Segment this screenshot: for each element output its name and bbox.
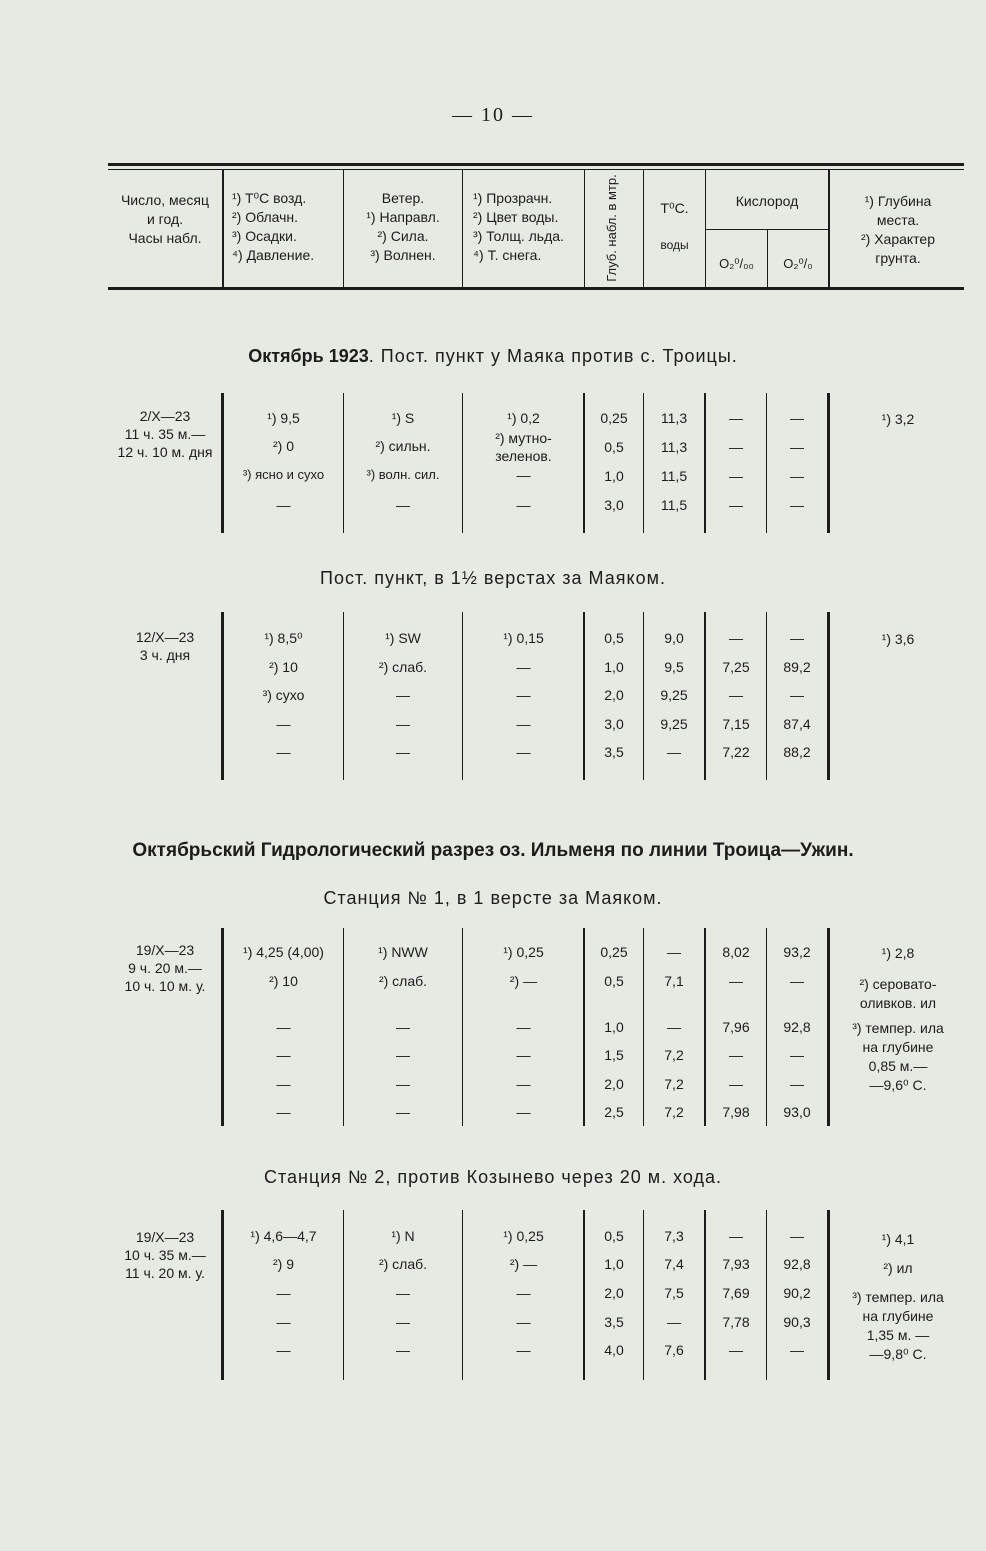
header-wind: Ветер. ¹) Направл. ²) Сила. ³) Волнен. bbox=[366, 190, 440, 263]
wind-value: — bbox=[396, 1314, 410, 1330]
water-temp-value: 11,3 bbox=[660, 410, 688, 426]
oxygen-permille-value: 8,02 bbox=[722, 944, 750, 960]
water-value: ²) мутно- bbox=[495, 430, 552, 446]
water-temp-value: 7,6 bbox=[664, 1342, 684, 1358]
oxygen-permille-value: 7,22 bbox=[722, 744, 750, 760]
observation-date: 19/X—23 9 ч. 20 м.— 10 ч. 10 м. у. bbox=[124, 942, 206, 994]
water-temp-value: 7,4 bbox=[664, 1256, 684, 1272]
depth-value: 1,0 bbox=[604, 659, 624, 675]
oxygen-percent-value: — bbox=[790, 468, 804, 484]
water-temp-value: 11,5 bbox=[660, 497, 688, 513]
oxygen-percent-value: — bbox=[790, 1228, 804, 1244]
air-value: ¹) 9,5 bbox=[267, 410, 300, 426]
bottom-note: ¹) 4,1 ²) ил ³) темпер. ила на глубине 1,35 м. — —9,8⁰ С. bbox=[852, 1231, 944, 1362]
wind-value: — bbox=[396, 716, 410, 732]
oxygen-permille-value: 7,78 bbox=[722, 1314, 750, 1330]
air-value: ²) 10 bbox=[269, 659, 298, 675]
section-title: Пост. пункт, в 1½ верстах за Маяком. bbox=[320, 568, 666, 588]
air-value: — bbox=[276, 744, 291, 760]
wind-value: — bbox=[396, 1076, 410, 1092]
oxygen-permille-value: — bbox=[729, 497, 743, 513]
water-value: — bbox=[516, 1314, 531, 1330]
wind-value: — bbox=[396, 1342, 410, 1358]
water-temp-value: 7,3 bbox=[664, 1228, 684, 1244]
wind-value: ²) слаб. bbox=[378, 973, 428, 989]
oxygen-percent-value: 90,3 bbox=[783, 1314, 811, 1330]
depth-value: 1,5 bbox=[604, 1047, 624, 1063]
oxygen-percent-value: — bbox=[790, 1342, 804, 1358]
water-value: ¹) 0,25 bbox=[503, 944, 544, 960]
water-temp-value: — bbox=[667, 1314, 681, 1330]
oxygen-percent-value: 93,0 bbox=[783, 1104, 811, 1120]
col-rule-thick bbox=[827, 612, 830, 780]
depth-value: 0,5 bbox=[604, 973, 624, 989]
air-value: ¹) 8,5⁰ bbox=[264, 630, 303, 646]
bottom-note: ¹) 2,8 ²) серовато- оливков. ил ³) темпер. ила на глубине 0,85 м.— —9,6⁰ С. bbox=[852, 945, 944, 1093]
oxygen-permille-value: 7,93 bbox=[722, 1256, 750, 1272]
water-temp-value: 7,1 bbox=[664, 973, 684, 989]
oxygen-percent-value: 89,2 bbox=[783, 659, 811, 675]
header-top-rule bbox=[108, 163, 964, 166]
water-value: — bbox=[516, 1285, 531, 1301]
oxygen-permille-value: 7,15 bbox=[722, 716, 750, 732]
water-value: — bbox=[516, 716, 531, 732]
col-rule-thick bbox=[827, 1210, 830, 1380]
air-value: — bbox=[276, 1342, 291, 1358]
col-rule-thick bbox=[827, 393, 830, 533]
oxygen-percent-value: — bbox=[790, 497, 804, 513]
header-water: ¹) Прозрачн. ²) Цвет воды. ³) Толщ. льда. ⁴) Т. снега. bbox=[473, 190, 564, 263]
wind-value: ¹) S bbox=[391, 410, 415, 426]
oxygen-percent-value: — bbox=[790, 1047, 804, 1063]
section-title: Станция № 1, в 1 версте за Маяком. bbox=[323, 888, 663, 908]
depth-value: 0,5 bbox=[604, 1228, 624, 1244]
oxygen-percent-value: 90,2 bbox=[783, 1285, 811, 1301]
header-col-divider bbox=[828, 170, 830, 287]
page-number: — 10 — bbox=[452, 104, 534, 126]
air-value: — bbox=[276, 497, 291, 513]
oxygen-permille-value: — bbox=[729, 468, 743, 484]
header-date: Число, месяц и год. Часы набл. bbox=[120, 192, 210, 246]
water-temp-value: — bbox=[667, 1019, 681, 1035]
depth-value: 0,5 bbox=[604, 630, 624, 646]
wind-value: ¹) SW bbox=[385, 630, 421, 646]
water-temp-value: 9,25 bbox=[660, 716, 688, 732]
water-value: ¹) 0,15 bbox=[503, 630, 544, 646]
air-value: — bbox=[276, 1047, 291, 1063]
oxygen-percent-value: — bbox=[790, 410, 804, 426]
depth-value: 2,0 bbox=[604, 687, 624, 703]
oxygen-permille-value: 7,25 bbox=[722, 659, 750, 675]
water-value: зеленов. bbox=[495, 448, 552, 464]
depth-value: 0,25 bbox=[600, 944, 628, 960]
oxygen-percent-value: 92,8 bbox=[783, 1256, 811, 1272]
oxygen-permille-value: — bbox=[729, 1076, 743, 1092]
header-water-temp: T⁰C. воды bbox=[660, 200, 689, 252]
header-col-divider bbox=[584, 170, 585, 287]
air-value: ¹) 4,6—4,7 bbox=[250, 1228, 317, 1244]
water-temp-value: 7,2 bbox=[664, 1104, 684, 1120]
wind-value: — bbox=[396, 744, 410, 760]
air-value: ³) ясно и сухо bbox=[242, 467, 325, 482]
water-value: — bbox=[516, 1076, 531, 1092]
depth-value: 3,5 bbox=[604, 1314, 624, 1330]
oxygen-percent-value: 93,2 bbox=[783, 944, 811, 960]
depth-value: 0,5 bbox=[604, 439, 624, 455]
water-temp-value: 11,5 bbox=[660, 468, 688, 484]
oxygen-permille-value: 7,96 bbox=[722, 1019, 750, 1035]
header-air: ¹) T⁰C возд. ²) Облачн. ³) Осадки. ⁴) Давление. bbox=[232, 190, 315, 263]
water-temp-value: — bbox=[667, 944, 681, 960]
main-section-title: Октябрьский Гидрологический разрез оз. Ильменя по линии Троица—Ужин. bbox=[132, 840, 854, 861]
oxygen-permille-value: 7,69 bbox=[722, 1285, 750, 1301]
oxygen-percent-value: 92,8 bbox=[783, 1019, 811, 1035]
depth-value: 2,0 bbox=[604, 1076, 624, 1092]
air-value: ¹) 4,25 (4,00) bbox=[243, 944, 324, 960]
oxygen-permille-value: — bbox=[729, 1228, 743, 1244]
oxygen-permille-value: — bbox=[729, 1342, 743, 1358]
bottom-note: ¹) 3,2 bbox=[881, 411, 915, 427]
oxygen-permille-value: — bbox=[729, 630, 743, 646]
depth-value: 1,0 bbox=[604, 468, 624, 484]
water-value: ²) — bbox=[509, 1256, 538, 1272]
water-value: — bbox=[516, 659, 531, 675]
wind-value: ²) слаб. bbox=[378, 1256, 428, 1272]
water-value: — bbox=[516, 1342, 531, 1358]
wind-value: — bbox=[396, 1019, 410, 1035]
water-value: — bbox=[516, 497, 531, 513]
oxygen-percent-value: — bbox=[790, 439, 804, 455]
oxygen-percent-value: 87,4 bbox=[783, 716, 811, 732]
oxygen-permille-value: — bbox=[729, 973, 743, 989]
wind-value: — bbox=[396, 497, 410, 513]
air-value: — bbox=[276, 1314, 291, 1330]
wind-value: ¹) N bbox=[391, 1228, 415, 1244]
water-value: — bbox=[516, 687, 531, 703]
oxygen-permille-value: — bbox=[729, 1047, 743, 1063]
water-temp-value: 9,0 bbox=[664, 630, 684, 646]
oxygen-percent-value: — bbox=[790, 630, 804, 646]
observation-date: 2/X—23 11 ч. 35 м.— 12 ч. 10 м. дня bbox=[117, 408, 213, 460]
air-value: — bbox=[276, 1019, 291, 1035]
depth-value: 2,0 bbox=[604, 1285, 624, 1301]
col-rule-thick bbox=[827, 928, 830, 1126]
water-temp-value: 9,25 bbox=[660, 687, 688, 703]
wind-value: ²) слаб. bbox=[378, 659, 428, 675]
water-value: — bbox=[516, 1104, 531, 1120]
depth-value: 3,5 bbox=[604, 744, 624, 760]
wind-value: — bbox=[396, 1285, 410, 1301]
oxygen-percent-value: — bbox=[790, 687, 804, 703]
header-bottom-rule bbox=[108, 287, 964, 290]
air-value: — bbox=[276, 1076, 291, 1092]
oxygen-percent-value: — bbox=[790, 973, 804, 989]
water-temp-value: 7,5 bbox=[664, 1285, 684, 1301]
header-top-rule-thin bbox=[108, 169, 964, 170]
oxygen-permille-value: — bbox=[729, 439, 743, 455]
wind-value: — bbox=[396, 1047, 410, 1063]
air-value: ²) 9 bbox=[273, 1256, 294, 1272]
wind-value: ¹) NWW bbox=[378, 944, 428, 960]
air-value: ²) 0 bbox=[273, 438, 294, 454]
depth-value: 2,5 bbox=[604, 1104, 624, 1120]
air-value: ²) 10 bbox=[269, 973, 298, 989]
water-value: — bbox=[516, 744, 531, 760]
water-value: — bbox=[516, 1047, 531, 1063]
bottom-note: ¹) 3,6 bbox=[881, 631, 915, 647]
water-value: — bbox=[516, 1019, 531, 1035]
water-temp-value: 11,3 bbox=[660, 439, 688, 455]
depth-value: 4,0 bbox=[604, 1342, 624, 1358]
wind-value: — bbox=[396, 687, 410, 703]
depth-value: 1,0 bbox=[604, 1256, 624, 1272]
depth-value: 3,0 bbox=[604, 497, 624, 513]
header-oxygen-percent: O₂⁰/₀ bbox=[783, 256, 813, 271]
oxygen-percent-value: 88,2 bbox=[783, 744, 811, 760]
header-bottom: ¹) Глубина места. ²) Характер грунта. bbox=[860, 193, 936, 266]
oxygen-percent-value: — bbox=[790, 1076, 804, 1092]
air-value: — bbox=[276, 1104, 291, 1120]
section-title: Октябрь 1923. Пост. пункт у Маяка против с. Троицы. bbox=[248, 346, 738, 366]
observation-date: 19/X—23 10 ч. 35 м.— 11 ч. 20 м. у. bbox=[124, 1229, 206, 1281]
water-value: — bbox=[516, 467, 531, 483]
oxygen-permille-value: — bbox=[729, 410, 743, 426]
header-oxygen: Кислород bbox=[735, 193, 799, 209]
water-value: ²) — bbox=[509, 973, 538, 989]
depth-value: 1,0 bbox=[604, 1019, 624, 1035]
air-value: — bbox=[276, 716, 291, 732]
observation-date: 12/X—23 3 ч. дня bbox=[135, 629, 195, 663]
wind-value: ³) волн. сил. bbox=[366, 467, 440, 482]
water-temp-value: 7,2 bbox=[664, 1076, 684, 1092]
oxygen-permille-value: 7,98 bbox=[722, 1104, 750, 1120]
header-oxygen-permille: O₂⁰/₀₀ bbox=[719, 256, 754, 271]
oxygen-permille-value: — bbox=[729, 687, 743, 703]
water-temp-value: — bbox=[667, 744, 681, 760]
depth-value: 0,25 bbox=[600, 410, 628, 426]
water-temp-value: 7,2 bbox=[664, 1047, 684, 1063]
air-value: — bbox=[276, 1285, 291, 1301]
section-title: Станция № 2, против Козынево через 20 м. хода. bbox=[263, 1167, 723, 1187]
water-value: ¹) 0,25 bbox=[503, 1228, 544, 1244]
wind-value: — bbox=[396, 1104, 410, 1120]
air-value: ³) сухо bbox=[262, 687, 305, 703]
water-value: ¹) 0,2 bbox=[507, 410, 540, 426]
header-depth: Глуб. набл. в мтр. bbox=[604, 174, 619, 282]
wind-value: ²) сильн. bbox=[375, 438, 431, 454]
depth-value: 3,0 bbox=[604, 716, 624, 732]
water-temp-value: 9,5 bbox=[664, 659, 684, 675]
